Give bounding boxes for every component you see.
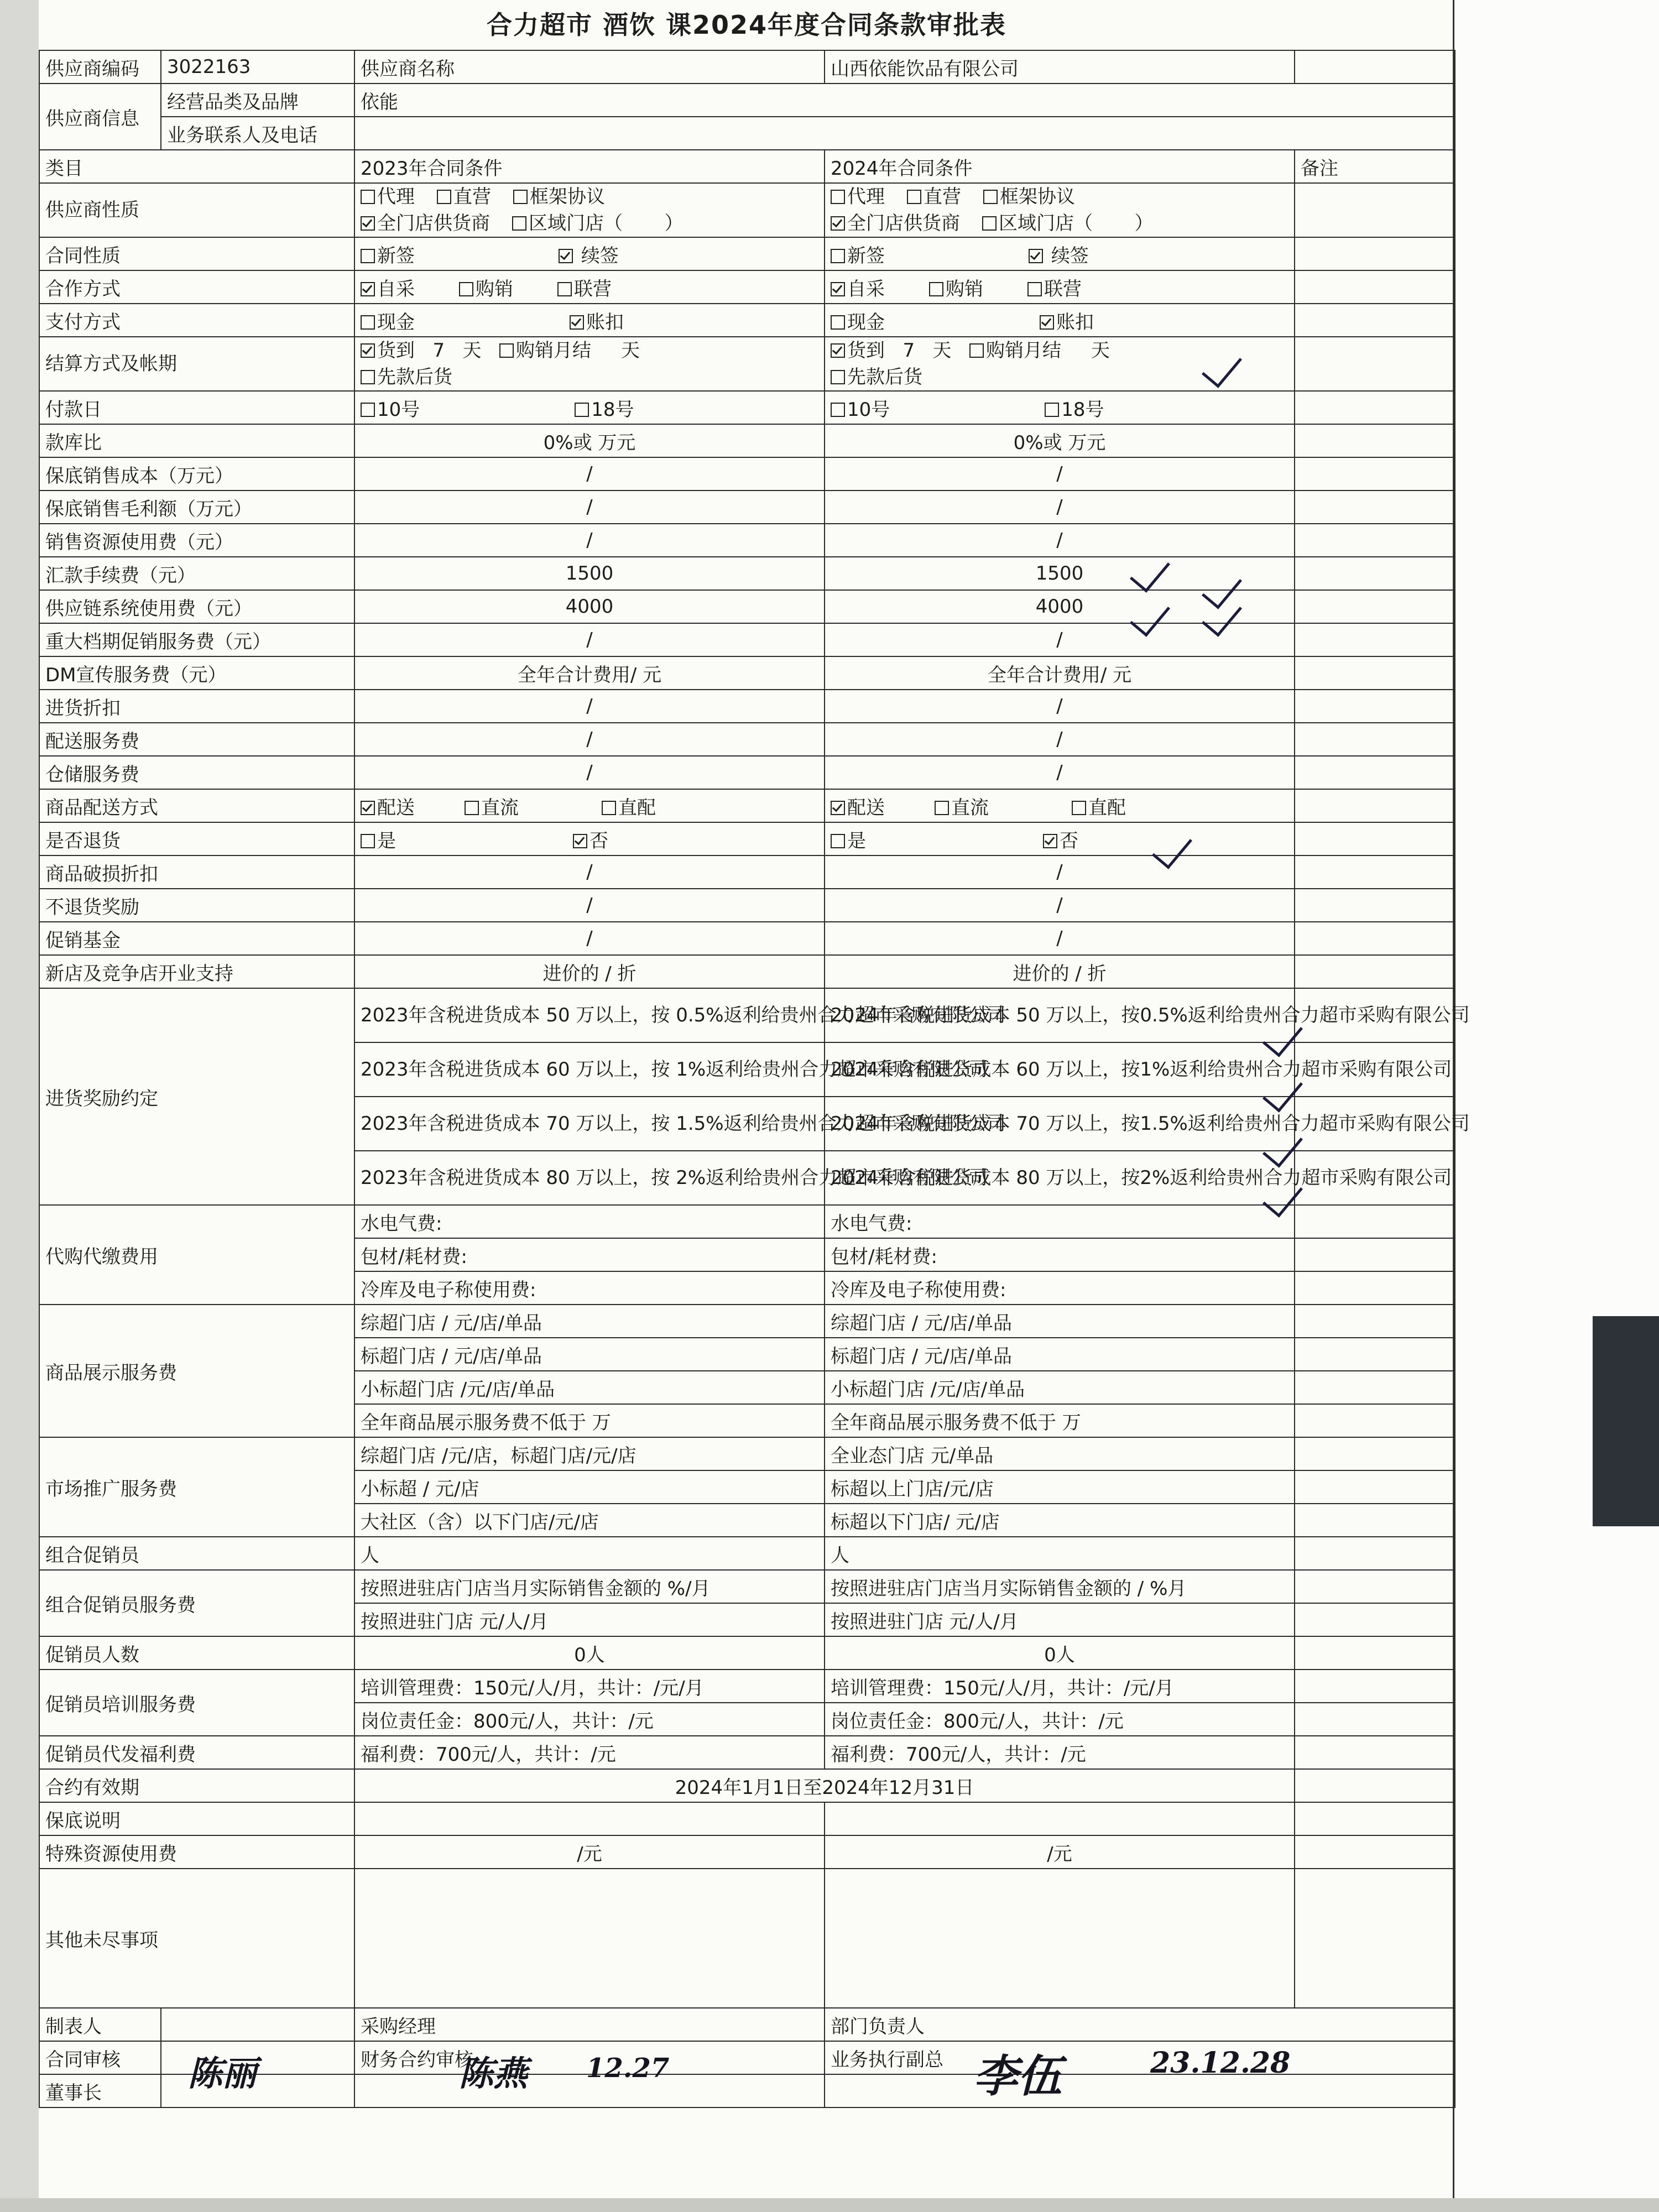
photo-bottom-margin (0, 2198, 1659, 2212)
damage-label: 商品破损折扣 (39, 855, 354, 889)
new-store-label: 新店及竞争店开业支持 (39, 955, 354, 988)
checkbox-checked[interactable] (361, 216, 375, 231)
chairman-label: 董事长 (39, 2074, 161, 2107)
validity-label: 合约有效期 (39, 1769, 354, 1802)
display-label: 商品展示服务费 (39, 1305, 354, 1437)
dept-signature: 李伍 (973, 2050, 1062, 2102)
finance-label: 财务合约审核 (354, 2041, 825, 2074)
min-margin-label: 保底销售毛利额（万元） (39, 491, 354, 524)
storage-fee-label: 仓储服务费 (39, 756, 354, 789)
dm-fee-label: DM宣传服务费（元） (39, 656, 354, 690)
pay-method-label: 支付方式 (39, 304, 354, 337)
dept-label: 部门负责人 (825, 2008, 1455, 2041)
coop-label: 合作方式 (39, 270, 354, 304)
delivery-mode-label: 商品配送方式 (39, 789, 354, 822)
supplier-code-label: 供应商编码 (39, 50, 161, 84)
resource-fee-label: 销售资源使用费（元） (39, 524, 354, 557)
vp-label: 业务执行副总 (825, 2041, 1455, 2074)
maker-signature-cell (161, 2008, 354, 2041)
market-label: 市场推广服务费 (39, 1437, 354, 1537)
supplier-name-label: 供应商名称 (354, 50, 825, 84)
checkbox[interactable] (361, 190, 375, 204)
guarantee-label: 保底说明 (39, 1802, 354, 1835)
photo-left-margin (0, 0, 39, 2212)
category-label: 经营品类及品牌 (161, 84, 354, 117)
settle-label: 结算方式及帐期 (39, 337, 354, 391)
contact-value (354, 117, 1455, 150)
contract-type-label: 合同性质 (39, 237, 354, 270)
manager-label: 采购经理 (354, 2008, 825, 2041)
header-remark: 备注 (1295, 150, 1455, 183)
category-brand: 依能 (354, 84, 1455, 117)
special-label: 特殊资源使用费 (39, 1835, 354, 1869)
other-label: 其他未尽事项 (39, 1869, 354, 2008)
maker-label: 制表人 (39, 2008, 161, 2041)
validity-value: 2024年1月1日至2024年12月31日 (354, 1769, 1295, 1802)
maker-signature: 陈丽 (188, 2053, 257, 2094)
promo-fee-label: 重大档期促销服务费（元） (39, 623, 354, 656)
form-title: 合力超市 酒饮 课2024年度合同条款审批表 (486, 10, 1007, 40)
combo-fee-label: 组合促销员服务费 (39, 1570, 354, 1636)
background-object (1593, 1316, 1659, 1526)
remit-fee-label: 汇款手续费（元） (39, 557, 354, 590)
proxy-label: 代购代缴费用 (39, 1205, 354, 1305)
training-label: 促销员培训服务费 (39, 1670, 354, 1736)
pay-day-label: 付款日 (39, 391, 354, 424)
returns-label: 是否退货 (39, 822, 354, 855)
manager-signature-date: 12.27 (586, 2053, 670, 2084)
promoter-count-label: 促销员人数 (39, 1636, 354, 1670)
manager-signature: 陈燕 (459, 2053, 528, 2094)
header-item: 类目 (39, 150, 354, 183)
rebate-label: 进货奖励约定 (39, 988, 354, 1205)
discount-label: 进货折扣 (39, 690, 354, 723)
supplier-type-label: 供应商性质 (39, 183, 354, 237)
dept-signature-date: 23.12.28 (1150, 2046, 1291, 2080)
stock-ratio-label: 款库比 (39, 424, 354, 457)
supplier-code: 3022163 (161, 50, 354, 84)
audit-label: 合同审核 (39, 2041, 161, 2074)
header-2024: 2024年合同条件 (825, 150, 1295, 183)
delivery-fee-label: 配送服务费 (39, 723, 354, 756)
chain-fee-label: 供应链系统使用费（元） (39, 590, 354, 623)
welfare-label: 促销员代发福利费 (39, 1736, 354, 1769)
header-2023: 2023年合同条件 (354, 150, 825, 183)
approval-form-table: 供应商编码 3022163 供应商名称 山西依能饮品有限公司 供应商信息 经营品类及品牌 依能 业务联系人及电话 类目 2023年合同条件 2024年合同条件 备注 供应商性质 代理 直营 框架协议 全门店供货商 区域门店（ ） 代理 直营 框架协议 全门店供货商 区域门店（ ） 合同性质 新签 续签 新签 续签 合作方式 自采 购销 联营 自采 购销 联营 支付方式 现金 账扣 现金 账扣 结算方式及帐期 货到 7 天 购销月结 天 先款后货 货到 7 天 购销月结 天 先款后货 付款日 10号 18号 10号 18号 款库比 0%或 万元 0%或 万元 保底销售成本（万元） / / 保底销售毛利额（万元） / / 销售资源使用费（元） / / 汇款手续费（元） 1500 1500 供应链系统使用费（元） 4000 4000 重大档期促销服务费（元） / / DM宣传服务费（元） 全年合计费用/ 元 全年合计费用/ 元 进货折扣 / / 配送服务费 / / 仓储服务费 / / 商品配送方式 配送 直流 直配 配送 直流 直配 是否退货 是 否 是 否 商品破损折扣 / / 不退货奖励 / / 促销基金 / / 新店及竞争店开业支持 进价的 / 折 进价的 / 折 进货奖励约定 2023年含税进货成本 50 万以上，按 0.5%返利给贵州合力超市采购有限公司 2024年含税进货成本 50 万以上，按0.5%返利给贵州合力超市采购有限公司 2023年含税进货成本 60 万以上，按 1%返利给贵州合力超市采购有限公司 2024年含税进货成本 60 万以上，按1%返利给贵州合力超市采购有限公司 2023年含税进货成本 70 万以上，按 1.5%返利给贵州合力超市采购有限公司 2024年含税进货成本 70 万以上，按1.5%返利给贵州合力超市采购有限公司 2023年含税进货成本 80 万以上，按 2%返利给贵州合力超市采购有限公司 2024年含税进货成本 80 万以上，按2%返利给贵州合力超市采购有限公司 代购代缴费用 水电气费: 水电气费: 包材/耗材费: 包材/耗材费: 冷库及电子称使用费: 冷库及电子称使用费: 商品展示服务费 综超门店 / 元/店/单品 综超门店 / 元/店/单品 标超门店 / 元/店/单品 标超门店 / 元/店/单品 小标超门店 /元/店/单品 小标超门店 /元/店/单品 全年商品展示服务费不低于 万 全年商品展示服务费不低于 万 市场推广服务费 综超门店 /元/店，标超门店/元/店 全业态门店 元/单品 小标超 / 元/店 标超以上门店/元/店 大社区（含）以下门店/元/店 标超以下门店/ 元/店 组合促销员 人 人 组合促销员服务费 按照进驻店门店当月实际销售金额的 %/月 按照进驻店门店当月实际销售金额的 / %月 按照进驻门店 元/人/月 按照进驻门店 元/人/月 促销员人数 0人 0人 促销员培训服务费 培训管理费：150元/人/月，共计：/元/月 培训管理费：150元/人/月，共计：/元/月 岗位责任金：800元/人，共计：/元 岗位责任金：800元/人，共计：/元 促销员代发福利费 福利费：700元/人，共计：/元 福利费：700元/人，共计：/元 合约有效期 2024年1月1日至2024年12月31日 保底说明 特殊资源使用费 /元 /元 其他未尽事项 制表人 采购经理 部门负责人 合同审核 财务合约审核 业务执行副总 董事长 (39, 50, 1455, 2108)
supplier-info-label: 供应商信息 (39, 84, 161, 150)
promo-fund-label: 促销基金 (39, 922, 354, 955)
no-return-label: 不退货奖励 (39, 889, 354, 922)
min-cost-label: 保底销售成本（万元） (39, 457, 354, 491)
contact-label: 业务联系人及电话 (161, 117, 354, 150)
combo-label: 组合促销员 (39, 1537, 354, 1570)
supplier-name: 山西依能饮品有限公司 (825, 50, 1295, 84)
